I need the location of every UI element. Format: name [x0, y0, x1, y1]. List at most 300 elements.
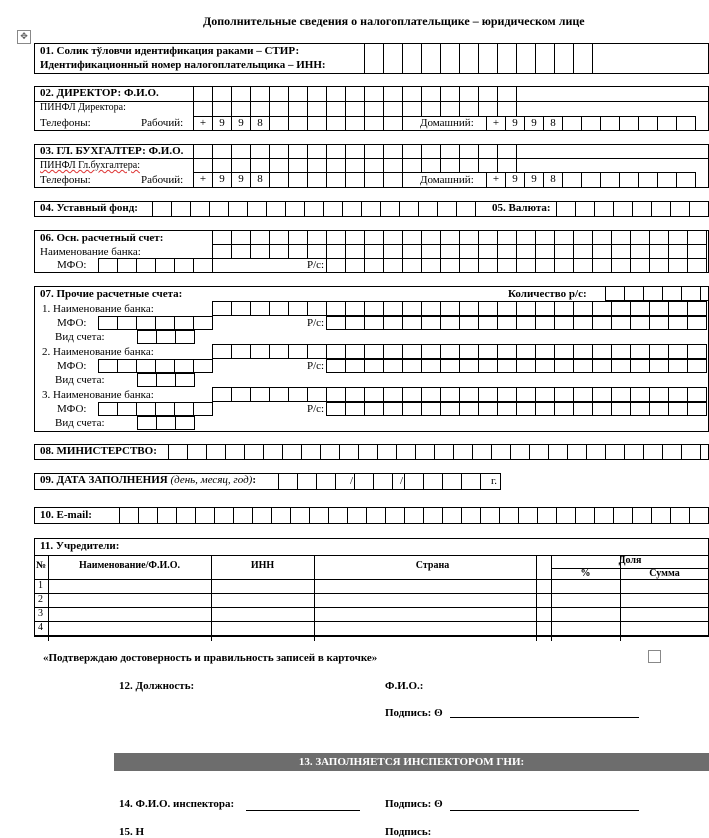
accountant-name-cell[interactable] [421, 144, 441, 159]
main-bank-cell[interactable] [307, 244, 327, 259]
founders-cell[interactable] [314, 593, 536, 607]
main-account-cell[interactable] [307, 230, 327, 245]
charter-fund-cell[interactable] [399, 201, 419, 217]
main-bank-cell[interactable] [231, 244, 251, 259]
bank2-name-cell[interactable] [687, 344, 707, 359]
main-account-cell[interactable] [611, 230, 631, 245]
founders-cell[interactable] [314, 579, 536, 593]
bank2-rs-cell[interactable] [630, 359, 650, 373]
bank2-mfo-cell[interactable] [136, 359, 156, 373]
email-cell[interactable] [423, 507, 443, 524]
bank2-rs-cell[interactable] [383, 359, 403, 373]
director-name-cell[interactable] [212, 86, 232, 102]
ministry-cell[interactable] [206, 444, 226, 460]
bank3-rs-cell[interactable] [326, 402, 346, 416]
main-account-cell[interactable] [687, 230, 707, 245]
bank3-name-cell[interactable] [630, 387, 650, 402]
ministry-cell[interactable] [700, 444, 709, 460]
director-pinfl-cell[interactable] [364, 101, 384, 117]
email-cell[interactable] [347, 507, 367, 524]
accountant-name-cell[interactable] [212, 144, 232, 159]
director-pinfl-cell[interactable] [250, 101, 270, 117]
ministry-cell[interactable] [358, 444, 378, 460]
bank1-name-cell[interactable] [345, 301, 365, 316]
bank1-rs-cell[interactable] [592, 316, 612, 330]
charter-fund-cell[interactable] [437, 201, 457, 217]
director-name-cell[interactable] [478, 86, 498, 102]
accountant-pinfl-cell[interactable] [269, 158, 289, 173]
main-account-cell[interactable] [668, 230, 688, 245]
main-rs-cell[interactable] [649, 258, 669, 273]
director-home-phone-cell[interactable] [562, 116, 582, 131]
bank3-name-cell[interactable] [497, 387, 517, 402]
email-cell[interactable] [138, 507, 158, 524]
bank3-rs-cell[interactable] [611, 402, 631, 416]
bank3-type-cell[interactable] [156, 416, 176, 430]
director-name-cell[interactable] [459, 86, 479, 102]
main-bank-cell[interactable] [497, 244, 517, 259]
bank3-name-cell[interactable] [231, 387, 251, 402]
accountant-name-cell[interactable] [364, 144, 384, 159]
bank3-mfo-cell[interactable] [193, 402, 213, 416]
bank1-name-cell[interactable] [668, 301, 688, 316]
stir-cell[interactable] [440, 43, 460, 74]
founders-cell[interactable] [211, 607, 314, 621]
main-account-cell[interactable] [630, 230, 650, 245]
main-rs-cell[interactable] [668, 258, 688, 273]
ministry-cell[interactable] [624, 444, 644, 460]
director-home-phone-cell[interactable] [638, 116, 658, 131]
bank1-rs-cell[interactable] [668, 316, 688, 330]
main-account-cell[interactable] [440, 230, 460, 245]
stir-cell[interactable] [402, 43, 422, 74]
year-cell[interactable] [423, 473, 443, 490]
bank3-name-cell[interactable] [364, 387, 384, 402]
main-bank-cell[interactable] [212, 244, 232, 259]
email-cell[interactable] [233, 507, 253, 524]
bank2-name-cell[interactable] [402, 344, 422, 359]
bank3-type-cell[interactable] [175, 416, 195, 430]
director-name-cell[interactable] [250, 86, 270, 102]
ministry-cell[interactable] [320, 444, 340, 460]
bank2-name-cell[interactable] [573, 344, 593, 359]
email-cell[interactable] [499, 507, 519, 524]
bank3-mfo-cell[interactable] [174, 402, 194, 416]
charter-fund-cell[interactable] [285, 201, 305, 217]
bank2-name-cell[interactable] [250, 344, 270, 359]
bank2-rs-cell[interactable] [478, 359, 498, 373]
stir-cell[interactable] [459, 43, 479, 74]
bank2-name-cell[interactable] [212, 344, 232, 359]
bank3-rs-cell[interactable] [554, 402, 574, 416]
main-mfo-cell[interactable] [136, 258, 156, 273]
main-bank-cell[interactable] [440, 244, 460, 259]
currency-cell[interactable] [575, 201, 595, 217]
bank2-rs-cell[interactable] [592, 359, 612, 373]
bank1-name-cell[interactable] [459, 301, 479, 316]
bank3-name-cell[interactable] [440, 387, 460, 402]
bank3-rs-cell[interactable] [592, 402, 612, 416]
accountant-pinfl-cell[interactable] [326, 158, 346, 173]
bank3-mfo-cell[interactable] [136, 402, 156, 416]
bank1-name-cell[interactable] [269, 301, 289, 316]
accountant-home-phone-cell[interactable] [581, 172, 601, 188]
bank3-mfo-cell[interactable] [98, 402, 118, 416]
bank3-name-cell[interactable] [478, 387, 498, 402]
email-cell[interactable] [556, 507, 576, 524]
table-move-handle-icon[interactable]: ✥ [17, 30, 31, 44]
bank3-rs-cell[interactable] [364, 402, 384, 416]
director-name-cell[interactable] [345, 86, 365, 102]
main-bank-cell[interactable] [573, 244, 593, 259]
ministry-cell[interactable] [548, 444, 568, 460]
bank1-name-cell[interactable] [212, 301, 232, 316]
bank1-rs-cell[interactable] [516, 316, 536, 330]
email-cell[interactable] [252, 507, 272, 524]
bank1-rs-cell[interactable] [459, 316, 479, 330]
bank2-name-cell[interactable] [668, 344, 688, 359]
bank1-name-cell[interactable] [535, 301, 555, 316]
bank2-rs-cell[interactable] [459, 359, 479, 373]
charter-fund-cell[interactable] [171, 201, 191, 217]
charter-fund-cell[interactable] [323, 201, 343, 217]
bank2-mfo-cell[interactable] [117, 359, 137, 373]
email-cell[interactable] [271, 507, 291, 524]
accountant-home-phone-cell[interactable] [676, 172, 696, 188]
email-cell[interactable] [537, 507, 557, 524]
bank2-rs-cell[interactable] [573, 359, 593, 373]
director-pinfl-cell[interactable] [459, 101, 479, 117]
director-work-phone-cell[interactable] [288, 116, 308, 131]
bank1-rs-cell[interactable] [421, 316, 441, 330]
bank3-rs-cell[interactable] [516, 402, 536, 416]
accountant-home-phone-cell[interactable] [562, 172, 582, 188]
bank3-rs-cell[interactable] [440, 402, 460, 416]
email-cell[interactable] [119, 507, 139, 524]
charter-fund-cell[interactable] [209, 201, 229, 217]
director-pinfl-cell[interactable] [440, 101, 460, 117]
ministry-cell[interactable] [225, 444, 245, 460]
account-count-cell[interactable] [681, 286, 701, 301]
bank1-mfo-cell[interactable] [193, 316, 213, 330]
main-bank-cell[interactable] [269, 244, 289, 259]
main-bank-cell[interactable] [288, 244, 308, 259]
accountant-name-cell[interactable] [345, 144, 365, 159]
main-bank-cell[interactable] [345, 244, 365, 259]
accountant-pinfl-cell[interactable] [212, 158, 232, 173]
bank3-mfo-cell[interactable] [155, 402, 175, 416]
director-work-phone-cell[interactable] [345, 116, 365, 131]
charter-fund-cell[interactable] [152, 201, 172, 217]
bank1-type-cell[interactable] [175, 330, 195, 344]
bank2-name-cell[interactable] [440, 344, 460, 359]
main-bank-cell[interactable] [516, 244, 536, 259]
ministry-cell[interactable] [529, 444, 549, 460]
bank1-name-cell[interactable] [497, 301, 517, 316]
director-pinfl-cell[interactable] [193, 101, 213, 117]
day-cell[interactable] [316, 473, 336, 490]
bank2-rs-cell[interactable] [345, 359, 365, 373]
director-name-cell[interactable] [326, 86, 346, 102]
director-work-phone-cell[interactable] [383, 116, 403, 131]
director-pinfl-cell[interactable] [497, 101, 517, 117]
main-account-cell[interactable] [345, 230, 365, 245]
founders-cell[interactable] [620, 593, 709, 607]
accountant-pinfl-cell[interactable] [497, 158, 517, 173]
ministry-cell[interactable] [415, 444, 435, 460]
bank1-name-cell[interactable] [421, 301, 441, 316]
accountant-pinfl-cell[interactable] [307, 158, 327, 173]
accountant-name-cell[interactable] [326, 144, 346, 159]
founders-cell[interactable] [211, 579, 314, 593]
director-pinfl-cell[interactable] [402, 101, 422, 117]
accountant-name-cell[interactable] [307, 144, 327, 159]
director-name-cell[interactable] [364, 86, 384, 102]
ministry-cell[interactable] [472, 444, 492, 460]
ministry-cell[interactable] [491, 444, 511, 460]
director-work-phone-cell[interactable] [307, 116, 327, 131]
bank3-name-cell[interactable] [554, 387, 574, 402]
bank1-name-cell[interactable] [307, 301, 327, 316]
bank2-mfo-cell[interactable] [193, 359, 213, 373]
stir-cell[interactable] [535, 43, 555, 74]
bank1-name-cell[interactable] [592, 301, 612, 316]
bank3-name-cell[interactable] [326, 387, 346, 402]
accountant-pinfl-cell[interactable] [364, 158, 384, 173]
ministry-cell[interactable] [510, 444, 530, 460]
bank2-rs-cell[interactable] [535, 359, 555, 373]
main-account-cell[interactable] [383, 230, 403, 245]
accountant-name-cell[interactable] [478, 144, 498, 159]
year-cell[interactable] [404, 473, 424, 490]
email-cell[interactable] [689, 507, 709, 524]
bank3-type-cell[interactable] [137, 416, 157, 430]
bank1-mfo-cell[interactable] [117, 316, 137, 330]
main-bank-cell[interactable] [421, 244, 441, 259]
account-count-cell[interactable] [624, 286, 644, 301]
bank2-type-cell[interactable] [156, 373, 176, 387]
bank1-rs-cell[interactable] [497, 316, 517, 330]
main-bank-cell[interactable] [459, 244, 479, 259]
accountant-work-phone-cell[interactable] [345, 172, 365, 188]
main-mfo-cell[interactable] [155, 258, 175, 273]
founders-cell[interactable] [620, 607, 709, 621]
bank3-name-cell[interactable] [573, 387, 593, 402]
day-cell[interactable] [278, 473, 298, 490]
currency-cell[interactable] [689, 201, 709, 217]
bank2-rs-cell[interactable] [611, 359, 631, 373]
bank1-name-cell[interactable] [478, 301, 498, 316]
bank3-rs-cell[interactable] [459, 402, 479, 416]
stir-cell[interactable] [554, 43, 574, 74]
bank1-name-cell[interactable] [326, 301, 346, 316]
main-rs-cell[interactable] [383, 258, 403, 273]
accountant-name-cell[interactable] [250, 144, 270, 159]
charter-fund-cell[interactable] [304, 201, 324, 217]
accountant-work-phone-cell[interactable] [364, 172, 384, 188]
email-cell[interactable] [670, 507, 690, 524]
bank2-name-cell[interactable] [231, 344, 251, 359]
accountant-name-cell[interactable] [288, 144, 308, 159]
ministry-cell[interactable] [377, 444, 397, 460]
ministry-cell[interactable] [168, 444, 188, 460]
accountant-pinfl-cell[interactable] [459, 158, 479, 173]
bank1-type-cell[interactable] [156, 330, 176, 344]
main-bank-cell[interactable] [554, 244, 574, 259]
bank2-rs-cell[interactable] [516, 359, 536, 373]
founders-cell[interactable] [48, 621, 211, 635]
accountant-work-phone-cell[interactable] [383, 172, 403, 188]
bank1-name-cell[interactable] [630, 301, 650, 316]
director-name-cell[interactable] [383, 86, 403, 102]
founders-cell[interactable] [48, 593, 211, 607]
founders-cell[interactable] [211, 621, 314, 635]
bank1-type-cell[interactable] [137, 330, 157, 344]
accountant-pinfl-cell[interactable] [250, 158, 270, 173]
main-bank-cell[interactable] [478, 244, 498, 259]
bank2-name-cell[interactable] [478, 344, 498, 359]
bank1-rs-cell[interactable] [535, 316, 555, 330]
founders-cell[interactable] [48, 607, 211, 621]
accountant-home-phone-cell[interactable] [638, 172, 658, 188]
director-name-cell[interactable] [269, 86, 289, 102]
email-cell[interactable] [290, 507, 310, 524]
founders-cell[interactable] [551, 579, 620, 593]
bank3-name-cell[interactable] [421, 387, 441, 402]
bank3-name-cell[interactable] [345, 387, 365, 402]
bank3-rs-cell[interactable] [687, 402, 707, 416]
bank1-name-cell[interactable] [402, 301, 422, 316]
bank2-name-cell[interactable] [611, 344, 631, 359]
bank1-rs-cell[interactable] [345, 316, 365, 330]
bank3-rs-cell[interactable] [402, 402, 422, 416]
bank3-name-cell[interactable] [250, 387, 270, 402]
email-cell[interactable] [157, 507, 177, 524]
accountant-home-phone-cell[interactable] [657, 172, 677, 188]
currency-cell[interactable] [556, 201, 576, 217]
main-account-cell[interactable] [421, 230, 441, 245]
main-account-cell[interactable] [649, 230, 669, 245]
bank2-rs-cell[interactable] [554, 359, 574, 373]
main-mfo-cell[interactable] [98, 258, 118, 273]
bank3-rs-cell[interactable] [383, 402, 403, 416]
charter-fund-cell[interactable] [380, 201, 400, 217]
bank2-rs-cell[interactable] [687, 359, 707, 373]
main-rs-cell[interactable] [535, 258, 555, 273]
ministry-cell[interactable] [396, 444, 416, 460]
director-home-phone-cell[interactable] [619, 116, 639, 131]
bank3-rs-cell[interactable] [478, 402, 498, 416]
bank3-rs-cell[interactable] [668, 402, 688, 416]
accountant-pinfl-cell[interactable] [288, 158, 308, 173]
main-bank-cell[interactable] [668, 244, 688, 259]
bank2-rs-cell[interactable] [402, 359, 422, 373]
confirm-checkbox[interactable] [648, 650, 661, 663]
bank2-name-cell[interactable] [630, 344, 650, 359]
bank2-name-cell[interactable] [364, 344, 384, 359]
email-cell[interactable] [594, 507, 614, 524]
bank2-name-cell[interactable] [554, 344, 574, 359]
bank3-name-cell[interactable] [668, 387, 688, 402]
main-account-cell[interactable] [250, 230, 270, 245]
stir-cell[interactable] [383, 43, 403, 74]
director-name-cell[interactable] [288, 86, 308, 102]
stir-cell[interactable] [516, 43, 536, 74]
email-cell[interactable] [214, 507, 234, 524]
bank2-name-cell[interactable] [459, 344, 479, 359]
bank2-name-cell[interactable] [649, 344, 669, 359]
ministry-cell[interactable] [681, 444, 701, 460]
ministry-cell[interactable] [301, 444, 321, 460]
main-account-cell[interactable] [288, 230, 308, 245]
director-pinfl-cell[interactable] [326, 101, 346, 117]
bank1-rs-cell[interactable] [573, 316, 593, 330]
main-bank-cell[interactable] [535, 244, 555, 259]
bank3-name-cell[interactable] [288, 387, 308, 402]
director-name-cell[interactable] [402, 86, 422, 102]
accountant-name-cell[interactable] [193, 144, 213, 159]
bank2-name-cell[interactable] [592, 344, 612, 359]
founders-cell[interactable] [551, 593, 620, 607]
main-account-cell[interactable] [478, 230, 498, 245]
ministry-cell[interactable] [662, 444, 682, 460]
main-account-cell[interactable] [497, 230, 517, 245]
bank3-name-cell[interactable] [535, 387, 555, 402]
director-pinfl-cell[interactable] [383, 101, 403, 117]
main-account-cell[interactable] [364, 230, 384, 245]
day-cell[interactable] [297, 473, 317, 490]
accountant-home-phone-cell[interactable] [619, 172, 639, 188]
founders-cell[interactable] [551, 621, 620, 635]
bank2-type-cell[interactable] [137, 373, 157, 387]
main-rs-cell[interactable] [592, 258, 612, 273]
main-rs-cell[interactable] [554, 258, 574, 273]
accountant-name-cell[interactable] [459, 144, 479, 159]
bank3-rs-cell[interactable] [497, 402, 517, 416]
main-bank-cell[interactable] [630, 244, 650, 259]
director-home-phone-cell[interactable] [581, 116, 601, 131]
ministry-cell[interactable] [244, 444, 264, 460]
ministry-cell[interactable] [339, 444, 359, 460]
ministry-cell[interactable] [187, 444, 207, 460]
main-rs-cell[interactable] [497, 258, 517, 273]
main-account-cell[interactable] [231, 230, 251, 245]
main-bank-cell[interactable] [364, 244, 384, 259]
bank2-rs-cell[interactable] [421, 359, 441, 373]
bank1-rs-cell[interactable] [402, 316, 422, 330]
main-account-cell[interactable] [592, 230, 612, 245]
bank3-rs-cell[interactable] [421, 402, 441, 416]
main-rs-cell[interactable] [364, 258, 384, 273]
accountant-name-cell[interactable] [231, 144, 251, 159]
bank3-name-cell[interactable] [459, 387, 479, 402]
bank2-rs-cell[interactable] [364, 359, 384, 373]
email-cell[interactable] [632, 507, 652, 524]
ministry-cell[interactable] [453, 444, 473, 460]
accountant-pinfl-cell[interactable] [478, 158, 498, 173]
accountant-pinfl-cell[interactable] [402, 158, 422, 173]
email-cell[interactable] [195, 507, 215, 524]
bank1-rs-cell[interactable] [611, 316, 631, 330]
accountant-home-phone-cell[interactable] [600, 172, 620, 188]
director-name-cell[interactable] [307, 86, 327, 102]
director-work-phone-cell[interactable] [364, 116, 384, 131]
bank1-name-cell[interactable] [554, 301, 574, 316]
bank1-rs-cell[interactable] [440, 316, 460, 330]
founders-cell[interactable] [620, 621, 709, 635]
account-count-cell[interactable] [643, 286, 663, 301]
bank3-name-cell[interactable] [687, 387, 707, 402]
